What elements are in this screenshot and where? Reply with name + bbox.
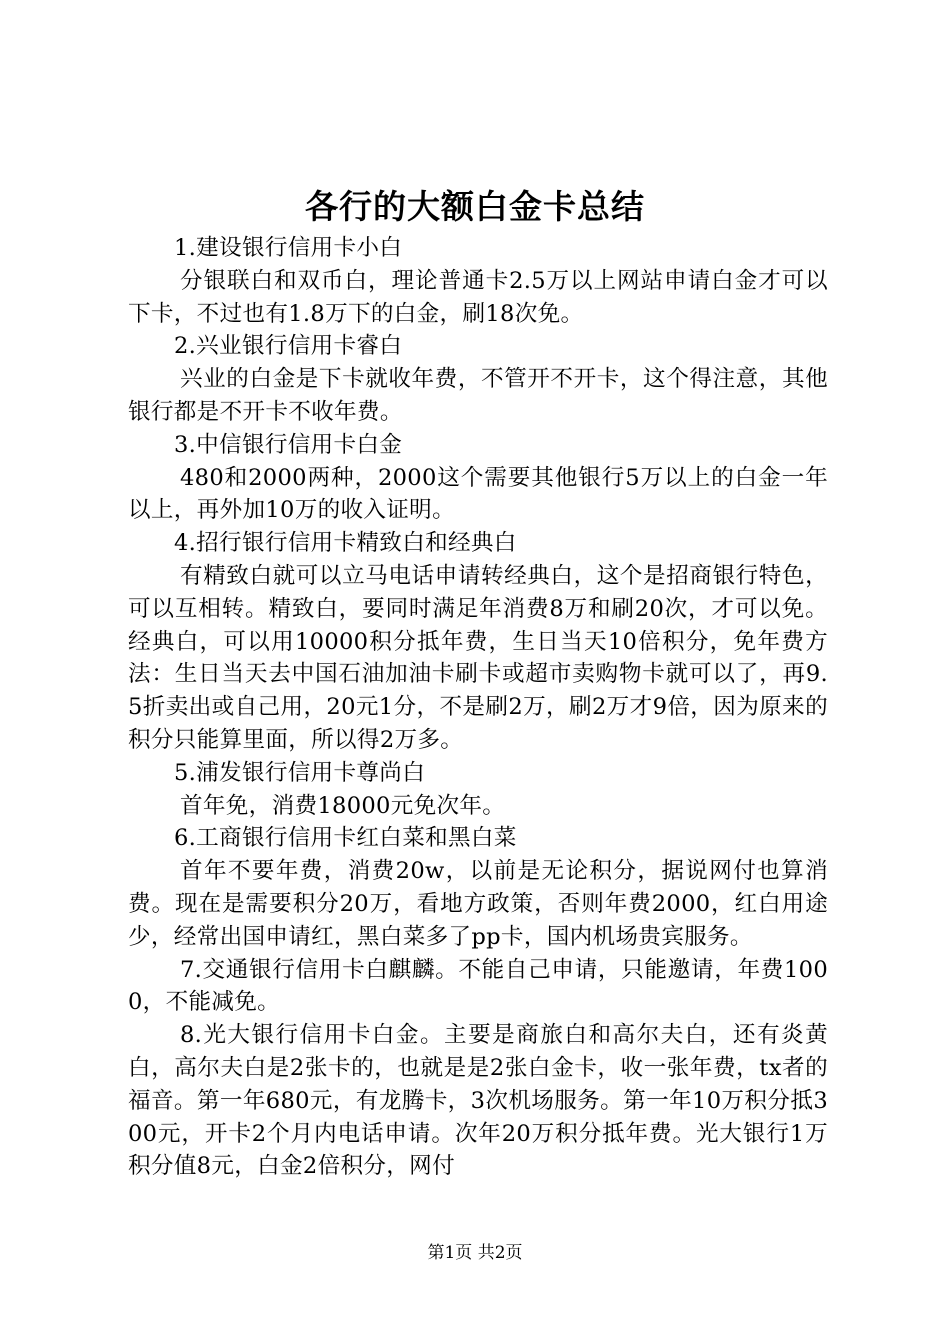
section-paragraph: 480和2000两种，2000这个需要其他银行5万以上的白金一年以上，再外加10万的收入证明。	[128, 464, 828, 524]
section-paragraph: 首年不要年费，消费20w，以前是无论积分，据说网付也算消费。现在是需要积分20万，看地方政策，否则年费2000，红白用途少，经常出国申请红，黑白菜多了pp卡，国内机场贵宾服务。	[128, 858, 828, 950]
section-heading: 2.兴业银行信用卡睿白	[174, 333, 403, 360]
document-body	[128, 232, 828, 1183]
document-title: 各行的大额白金卡总结	[305, 187, 645, 226]
section-heading: 4.招行银行信用卡精致白和经典白	[174, 530, 517, 557]
section-heading: 3.中信银行信用卡白金	[174, 431, 403, 458]
section-paragraph: 分银联白和双币白，理论普通卡2.5万以上网站申请白金才可以下卡，不过也有1.8万下的白金，刷18次免。	[128, 267, 828, 327]
section-heading: 6.工商银行信用卡红白菜和黑白菜	[174, 825, 517, 852]
section-paragraph: 8.光大银行信用卡白金。主要是商旅白和高尔夫白，还有炎黄白，高尔夫白是2张卡的，也就是是2张白金卡，收一张年费，tx者的福音。第一年680元，有龙腾卡，3次机场服务。第一年10万积分抵300元，开卡2个月内电话申请。次年20万积分抵年费。光大银行1万积分值8元，白金2倍积分，网付	[128, 1022, 828, 1180]
section-paragraph: 7.交通银行信用卡白麒麟。不能自己申请，只能邀请，年费1000，不能减免。	[128, 956, 828, 1016]
section-heading: 5.浦发银行信用卡尊尚白	[174, 759, 426, 786]
section-heading: 1.建设银行信用卡小白	[174, 235, 403, 261]
section-paragraph: 首年免，消费18000元免次年。	[180, 792, 506, 819]
section-paragraph: 有精致白就可以立马电话申请转经典白，这个是招商银行特色，可以互相转。精致白，要同时满足年消费8万和刷20次，才可以免。经典白，可以用10000积分抵年费，生日当天10倍积分，免年费方法：生日当天去中国石油加油卡刷卡或超市卖购物卡就可以了，再9.5折卖出或自己用，20元1分，不是刷2万，刷2万才9倍，因为原来的积分只能算里面，所以得2万多。	[128, 562, 828, 753]
page-footer: 第1页 共2页	[427, 1243, 523, 1263]
section-paragraph: 兴业的白金是下卡就收年费，不管开不开卡，这个得注意，其他银行都是不开卡不收年费。	[128, 366, 828, 425]
